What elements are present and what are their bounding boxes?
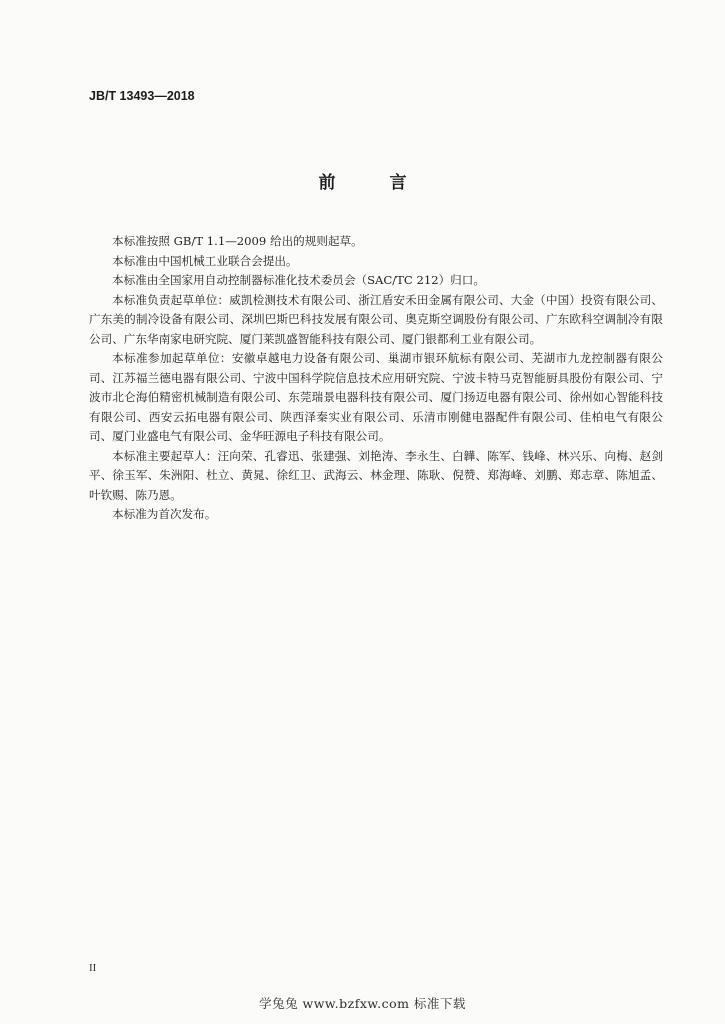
paragraph-lead-drafters: 本标准负责起草单位：威凯检测技术有限公司、浙江盾安禾田金属有限公司、大金（中国）投资有限公司、广东美的制冷设备有限公司、深圳巴斯巴科技发展有限公司、奥克斯空调股份有限公司、广东欧科空调制冷有限公司、广东华南家电研究院、厦门莱凯盛智能科技有限公司、厦门银都利工业有限公司。 bbox=[89, 292, 663, 346]
footer-watermark: 学兔兔 www.bzfxw.com 标准下载 bbox=[259, 996, 466, 1011]
page-number: II bbox=[89, 962, 97, 974]
page-title: 前 言 bbox=[318, 173, 431, 193]
paragraph-committee: 本标准由全国家用自动控制器标准化技术委员会（SAC/TC 212）归口。 bbox=[112, 273, 485, 287]
paragraph-first-release: 本标准为首次发布。 bbox=[112, 507, 217, 521]
paragraph-main-drafters: 本标准主要起草人：汪向荣、孔睿迅、张建强、刘艳涛、李永生、白韡、陈军、钱峰、林兴乐、向梅、赵剑平、徐玉军、朱洲阳、杜立、黄晁、徐红卫、武海云、林金理、陈耿、倪赞、郑海峰、刘鹏、郑志章、陈旭孟、叶钦赐、陈乃恩。 bbox=[89, 448, 663, 502]
paragraph-participating-drafters: 本标准参加起草单位：安徽卓越电力设备有限公司、巢湖市银环航标有限公司、芜湖市九龙控制器有限公司、江苏福兰德电器有限公司、宁波中国科学院信息技术应用研究院、宁波卡特马克智能厨具股份有限公司、宁波市北仑海伯精密机械制造有限公司、东莞瑞景电器科技有限公司、厦门扬迈电器有限公司、徐州如心智能科技有限公司、西安云拓电器有限公司、陕西泽秦实业有限公司、乐清市刚健电器配件有限公司、佳柏电气有限公司、厦门业盛电气有限公司、金华旺源电子科技有限公司。 bbox=[89, 351, 663, 443]
paragraph-proposer: 本标准由中国机械工业联合会提出。 bbox=[112, 253, 298, 268]
document-code: JB/T 13493—2018 bbox=[89, 89, 195, 103]
paragraph-drafting-rules: 本标准按照 GB/T 1.1—2009 给出的规则起草。 bbox=[112, 234, 363, 248]
foreword-body bbox=[89, 232, 663, 525]
